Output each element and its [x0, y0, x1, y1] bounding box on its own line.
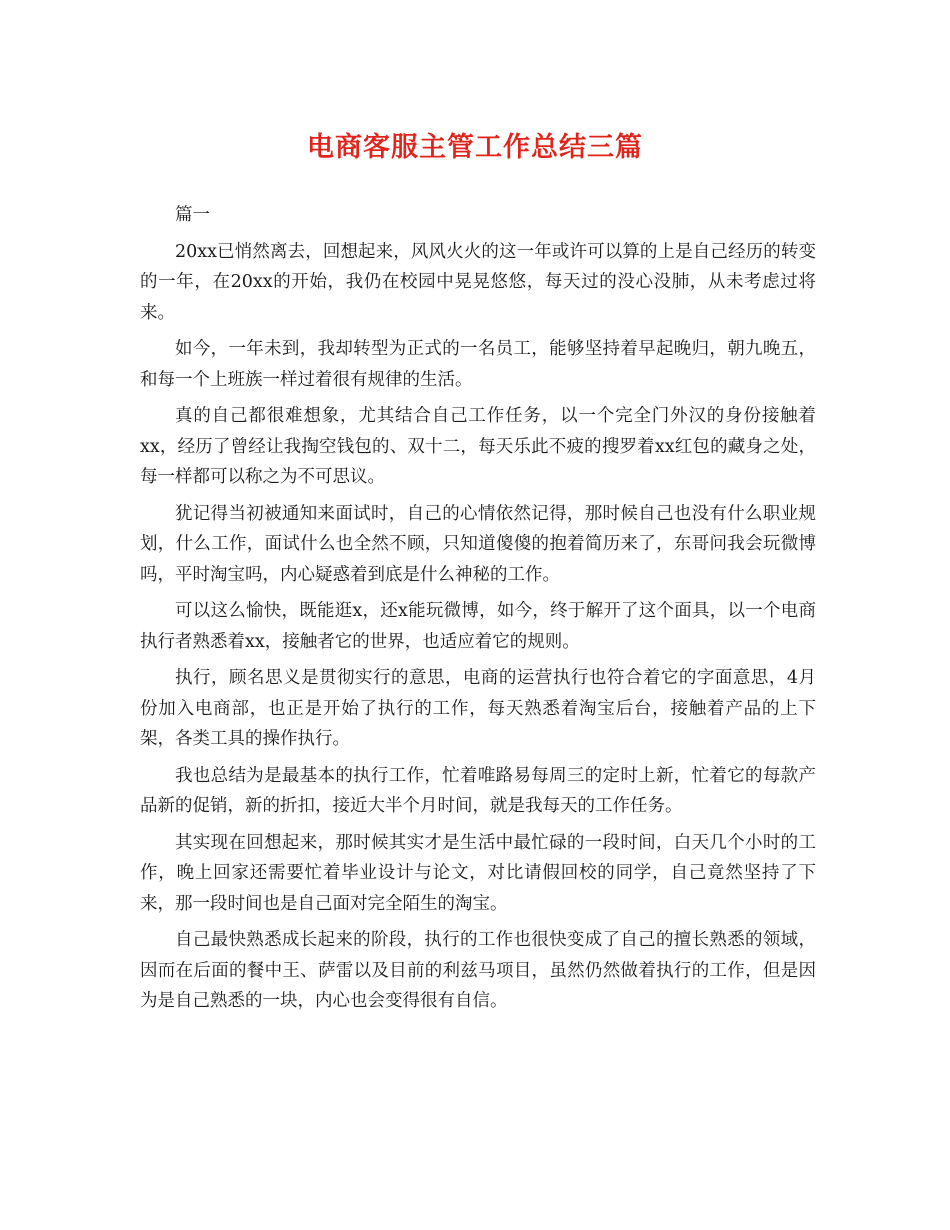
paragraph: 20xx已悄然离去，回想起来，风风火火的这一年或许可以算的上是自己经历的转变的一年，在20xx的开始，我仍在校园中晃晃悠悠，每天过的没心没肺，从未考虑过将来。	[140, 241, 816, 323]
paragraph: 如今，一年未到，我却转型为正式的一名员工，能够坚持着早起晚归，朝九晚五，和每一个上班族一样过着很有规律的生活。	[140, 339, 816, 390]
paragraph: 执行，顾名思义是贯彻实行的意思，电商的运营执行也符合着它的字面意思，4月份加入电商部，也正是开始了执行的工作，每天熟悉着淘宝后台，接触着产品的上下架，各类工具的操作执行。	[140, 668, 816, 749]
paragraph: 自己最快熟悉成长起来的阶段，执行的工作也很快变成了自己的擅长熟悉的领域，因而在后面的餐中王、萨雷以及目前的利兹马项目，虽然仍然做着执行的工作，但是因为是自己熟悉的一块，内心也会变得很有自信。	[140, 930, 816, 1011]
document-title: 电商客服主管工作总结三篇	[307, 132, 643, 163]
paragraph: 我也总结为是最基本的执行工作，忙着唯路易每周三的定时上新，忙着它的每款产品新的促销，新的折扣，接近大半个月时间，就是我每天的工作任务。	[140, 765, 816, 816]
paragraph: 可以这么愉快，既能逛x，还x能玩微博，如今，终于解开了这个面具，以一个电商执行者熟悉着xx，接触者它的世界，也适应着它的规则。	[140, 601, 816, 652]
document-body	[140, 200, 816, 1023]
section-label: 篇一	[175, 205, 210, 225]
paragraph: 犹记得当初被通知来面试时，自己的心情依然记得，那时候自己也没有什么职业规划，什么工作，面试什么也全然不顾，只知道傻傻的抱着简历来了，东哥问我会玩微博吗，平时淘宝吗，内心疑惑着到底是什么神秘的工作。	[140, 503, 816, 585]
paragraph: 真的自己都很难想象，尤其结合自己工作任务，以一个完全门外汉的身份接触着xx，经历了曾经让我掏空钱包的、双十二，每天乐此不疲的搜罗着xx红包的藏身之处，每一样都可以称之为不可思议。	[140, 406, 816, 487]
paragraph: 其实现在回想起来，那时候其实才是生活中最忙碌的一段时间，白天几个小时的工作，晚上回家还需要忙着毕业设计与论文，对比请假回校的同学，自己竟然坚持了下来，那一段时间也是自己面对完全陌生的淘宝。	[140, 832, 816, 914]
